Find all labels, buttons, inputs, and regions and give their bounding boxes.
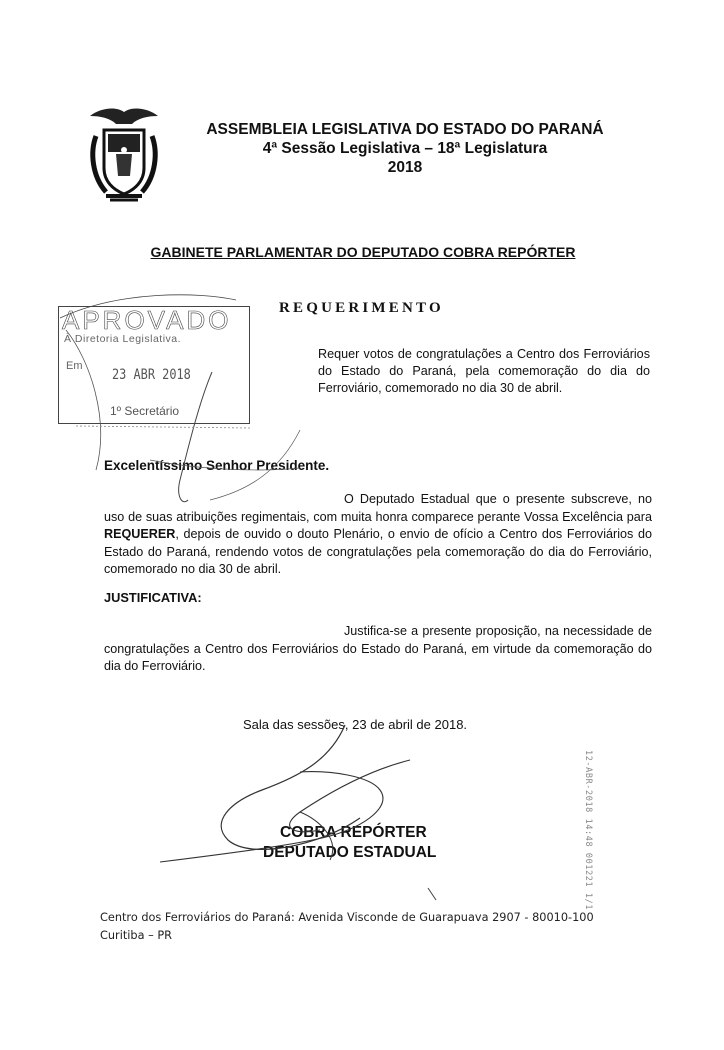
footer-address: Centro dos Ferroviários do Paraná: Avenida Visconde de Guarapuava 2907 - 80010-100 <box>100 911 594 924</box>
request-title: REQUERIMENTO <box>279 300 444 316</box>
body-paragraph-1-end: , depois de ouvido o douto Plenário, o envio de ofício a Centro dos Ferroviários do Estado do Paraná, rendendo votos de congratulações pela comemoração do dia do Ferroviário, comemorado no dia 30 de abril. <box>104 527 652 576</box>
protocol-stamp: 12-ABR-2018 14:48 001221 1/1 <box>583 750 593 911</box>
footer-city: Curitiba – PR <box>100 929 172 942</box>
approval-stamp-title: APROVADO <box>62 305 232 335</box>
assembly-name: ASSEMBLEIA LEGISLATIVA DO ESTADO DO PARANÁ <box>206 121 604 138</box>
signer-name: COBRA REPÓRTER <box>280 824 427 841</box>
session-line: 4ª Sessão Legislativa – 18ª Legislatura <box>262 140 548 157</box>
body-paragraph-1-start: O Deputado Estadual que o presente subscreve, no uso de suas atribuições regimentais, com muita honra comparece perante Vossa Excelência para <box>104 492 652 524</box>
body-keyword: REQUERER <box>104 527 176 541</box>
year-line: 2018 <box>387 159 423 176</box>
body-paragraph-2-text: Justifica-se a presente proposição, na necessidade de congratulações a Centro dos Ferroviários do Estado do Paraná, em virtude da comemoração do dia do Ferroviário. <box>104 624 652 673</box>
approval-stamp-em-label: Em <box>66 360 83 372</box>
salutation: Excelentíssimo Senhor Presidente. <box>104 458 330 473</box>
approval-stamp-subtitle: À Diretoria Legislativa. <box>64 333 182 345</box>
justification-title: JUSTIFICATIVA: <box>104 590 202 605</box>
approval-stamp-date: 23 ABR 2018 <box>112 367 191 383</box>
approval-stamp-secretary: 1º Secretário <box>110 404 180 418</box>
request-summary: Requer votos de congratulações a Centro dos Ferroviários do Estado do Paraná, pela comemoração do dia do Ferroviário, comemorado no dia 30 de abril. <box>318 347 650 395</box>
place-and-date: Sala das sessões, 23 de abril de 2018. <box>243 717 468 732</box>
signer-title: DEPUTADO ESTADUAL <box>263 844 437 861</box>
cabinet-title: GABINETE PARLAMENTAR DO DEPUTADO COBRA REPÓRTER <box>150 244 576 260</box>
